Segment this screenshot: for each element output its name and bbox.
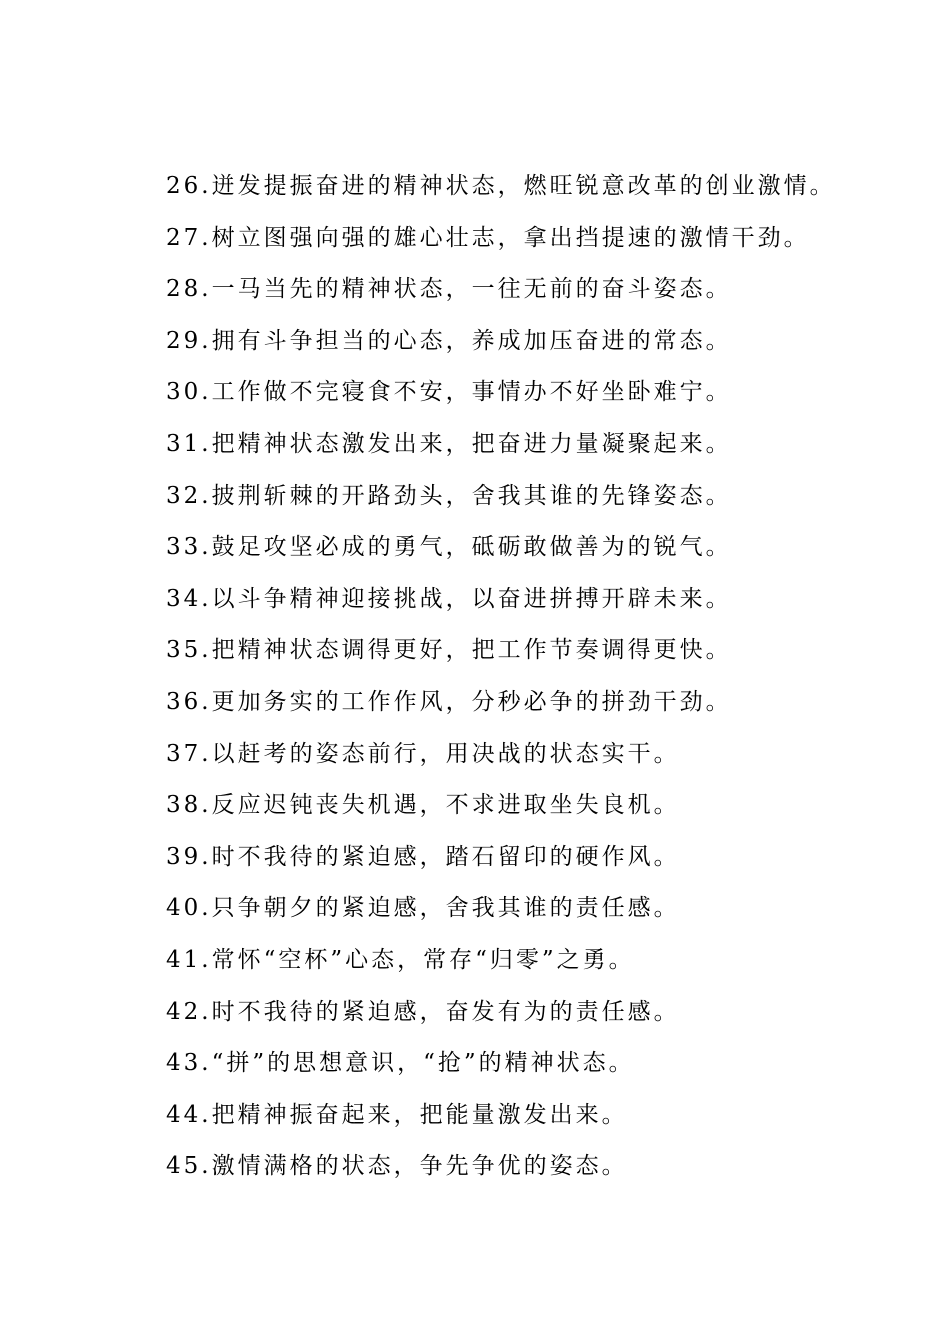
list-item: 45.激情满格的状态，争先争优的姿态。 xyxy=(166,1153,628,1180)
list-item: 29.拥有斗争担当的心态，养成加压奋进的常态。 xyxy=(166,327,732,354)
list-item: 37.以赶考的姿态前行，用决战的状态实干。 xyxy=(166,740,680,767)
list-item: 32.披荆斩棘的开路劲头，舍我其谁的先锋姿态。 xyxy=(166,482,732,509)
list-item: 33.鼓足攻坚必成的勇气，砥砺敢做善为的锐气。 xyxy=(166,534,732,561)
list-item: 34.以斗争精神迎接挑战，以奋进拼搏开辟未来。 xyxy=(166,585,732,612)
list-item: 31.把精神状态激发出来，把奋进力量凝聚起来。 xyxy=(166,430,732,457)
list-item: 30.工作做不完寝食不安，事情办不好坐卧难宁。 xyxy=(166,379,732,406)
list-item: 27.树立图强向强的雄心壮志，拿出挡提速的激情干劲。 xyxy=(166,224,810,251)
list-item: 42.时不我待的紧迫感，奋发有为的责任感。 xyxy=(166,998,680,1025)
numbered-phrase-list xyxy=(166,166,926,1198)
list-item: 28.一马当先的精神状态，一往无前的奋斗姿态。 xyxy=(166,276,732,303)
list-item: 35.把精神状态调得更好，把工作节奏调得更快。 xyxy=(166,637,732,664)
list-item: 43.“拼”的思想意识，“抢”的精神状态。 xyxy=(166,1050,635,1077)
list-item: 44.把精神振奋起来，把能量激发出来。 xyxy=(166,1101,628,1128)
list-item: 38.反应迟钝丧失机遇，不求进取坐失良机。 xyxy=(166,792,680,819)
list-item: 40.只争朝夕的紧迫感，舍我其谁的责任感。 xyxy=(166,895,680,922)
list-item: 26.迸发提振奋进的精神状态，燃旺锐意改革的创业激情。 xyxy=(166,173,836,199)
list-item: 39.时不我待的紧迫感，踏石留印的硬作风。 xyxy=(166,843,680,870)
list-item: 41.常怀“空杯”心态，常存“归零”之勇。 xyxy=(166,946,635,973)
list-item: 36.更加务实的工作作风，分秒必争的拼劲干劲。 xyxy=(166,688,732,715)
